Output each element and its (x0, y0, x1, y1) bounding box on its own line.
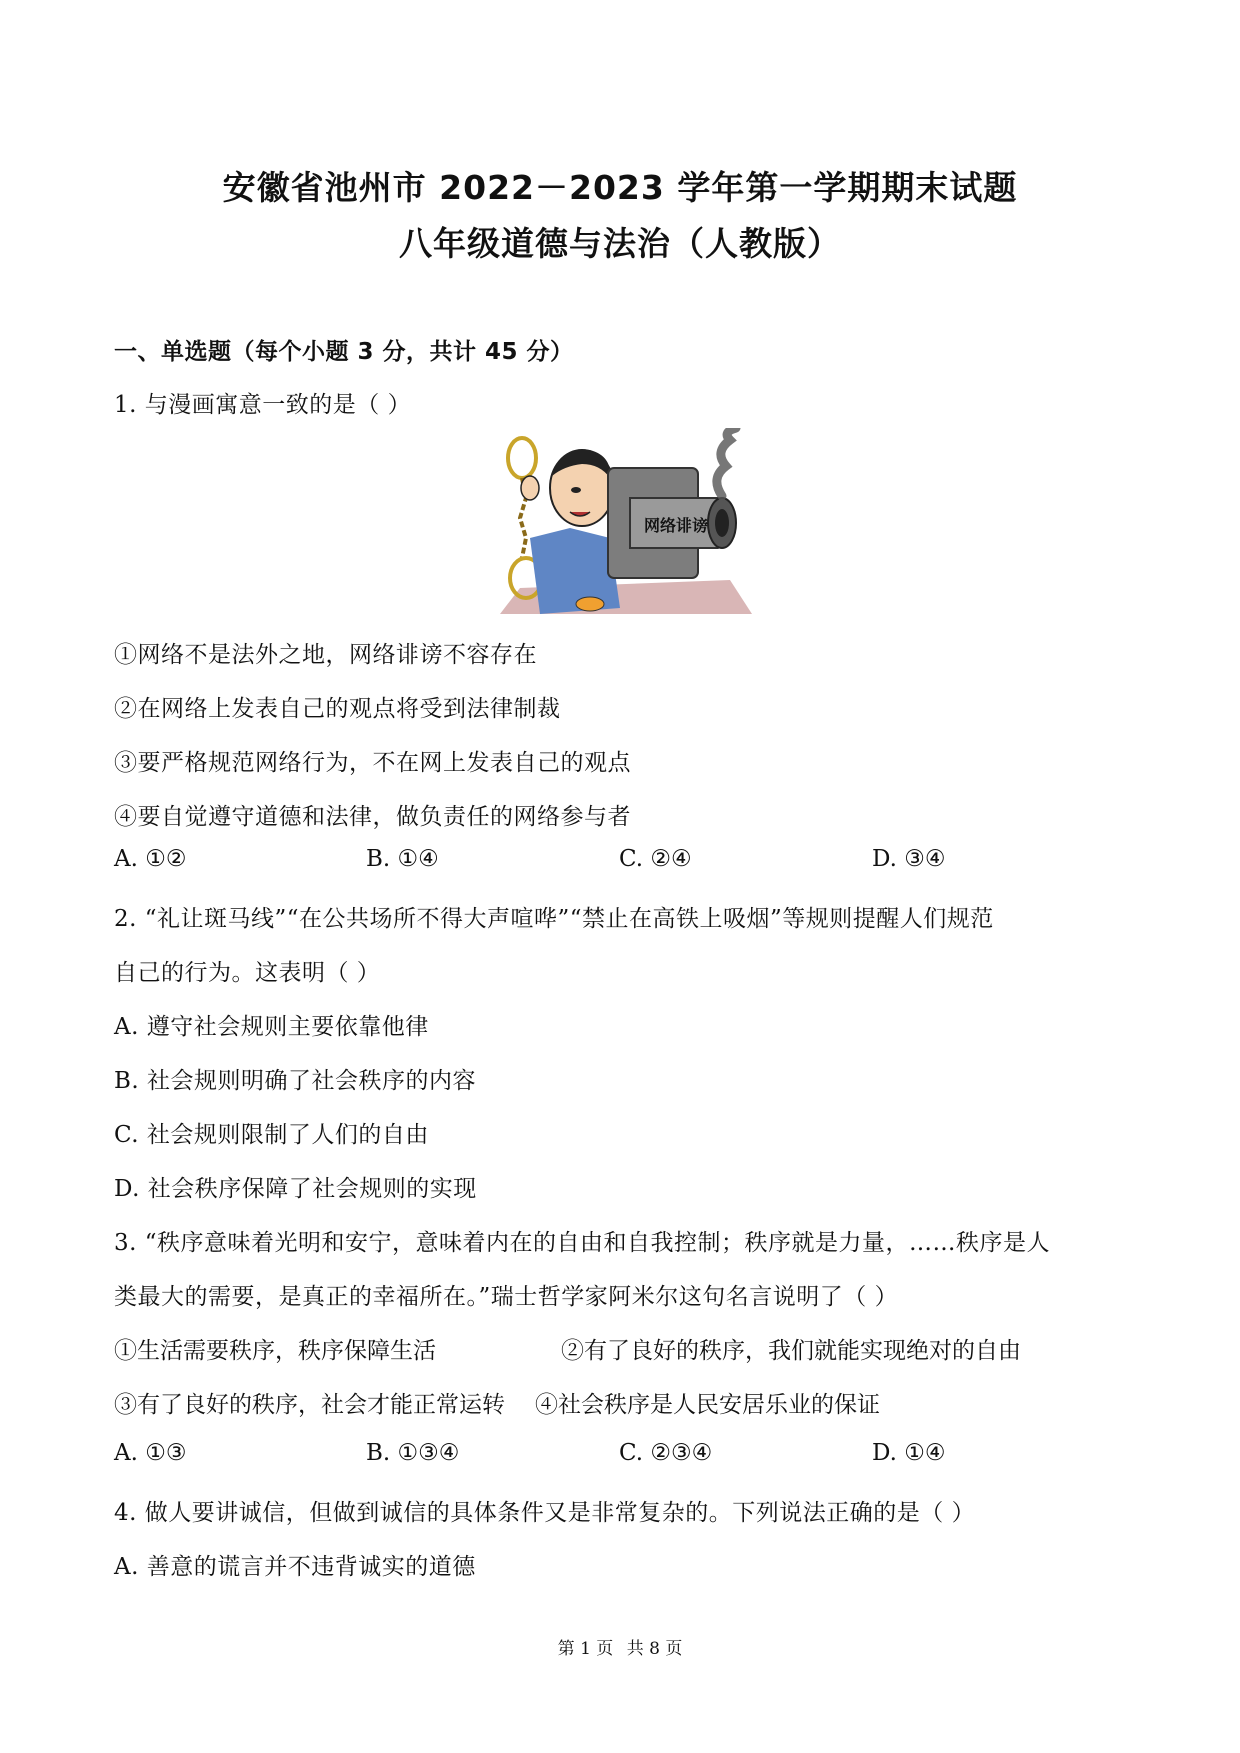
q3-item-3: ③有了良好的秩序，社会才能正常运转 (114, 1392, 505, 1418)
q3-item-4: ④社会秩序是人民安居乐业的保证 (535, 1392, 880, 1418)
q3-option-c: C. ②③④ (619, 1440, 713, 1466)
q1-item-2: ②在网络上发表自己的观点将受到法律制裁 (114, 696, 561, 722)
q2-option-b: B. 社会规则明确了社会秩序的内容 (114, 1068, 477, 1094)
q3-options (114, 1440, 1124, 1470)
q1-item-3: ③要严格规范网络行为，不在网上发表自己的观点 (114, 750, 631, 776)
q1-option-a: A. ①② (114, 846, 187, 872)
q3-option-b: B. ①③④ (366, 1440, 460, 1466)
q1-option-b: B. ①④ (366, 846, 439, 872)
q1-option-c: C. ②④ (619, 846, 692, 872)
q4-option-a: A. 善意的谎言并不违背诚实的道德 (114, 1554, 476, 1580)
q3-item-2: ②有了良好的秩序，我们就能实现绝对的自由 (561, 1338, 1021, 1364)
page-footer (0, 1634, 1240, 1659)
q1-stem: 1. 与漫画寓意一致的是（ ） (114, 392, 412, 418)
cartoon-label: 网络诽谤 (643, 516, 709, 535)
q1-item-1: ①网络不是法外之地，网络诽谤不容存在 (114, 642, 537, 668)
q1-option-d: D. ③④ (872, 846, 946, 872)
q2-stem-line1: 2. “礼让斑马线”“在公共场所不得大声喧哗”“禁止在高铁上吸烟”等规则提醒人们规范 (114, 906, 994, 932)
q2-option-c: C. 社会规则限制了人们的自由 (114, 1122, 429, 1148)
exam-subtitle: 八年级道德与法治（人教版） (399, 224, 841, 263)
person-shirt (530, 528, 620, 614)
page-number: 第 1 页 (557, 1639, 614, 1659)
q3-items-row1 (114, 1332, 1124, 1362)
q2-stem-line2: 自己的行为。这表明（ ） (114, 960, 381, 986)
q1-options (114, 846, 1124, 876)
q4-stem: 4. 做人要讲诚信，但做到诚信的具体条件又是非常复杂的。下列说法正确的是（ ） (114, 1500, 976, 1526)
section-heading: 一、单选题（每个小题 3 分，共计 45 分） (114, 339, 574, 365)
smoke (717, 428, 736, 496)
q3-item-1: ①生活需要秩序，秩序保障生活 (114, 1338, 436, 1364)
handcuff-top (508, 438, 536, 478)
q3-stem-line1: 3. “秩序意味着光明和安宁，意味着内在的自由和自我控制；秩序就是力量，……秩序是人 (114, 1230, 1051, 1256)
q1-item-4: ④要自觉遵守道德和法律，做负责任的网络参与者 (114, 804, 631, 830)
q3-items-row2 (114, 1386, 1124, 1416)
q2-option-a: A. 遵守社会规则主要依靠他律 (114, 1014, 429, 1040)
page-total: 共 8 页 (626, 1639, 683, 1659)
q3-stem-line2: 类最大的需要，是真正的幸福所在。”瑞士哲学家阿米尔这句名言说明了（ ） (114, 1284, 899, 1310)
q2-option-d: D. 社会秩序保障了社会规则的实现 (114, 1176, 477, 1202)
q3-option-a: A. ①③ (114, 1440, 187, 1466)
q3-option-d: D. ①④ (872, 1440, 946, 1466)
exam-title: 安徽省池州市 2022－2023 学年第一学期期末试题 (222, 168, 1018, 207)
cyber-defamation-cartoon (490, 428, 752, 614)
